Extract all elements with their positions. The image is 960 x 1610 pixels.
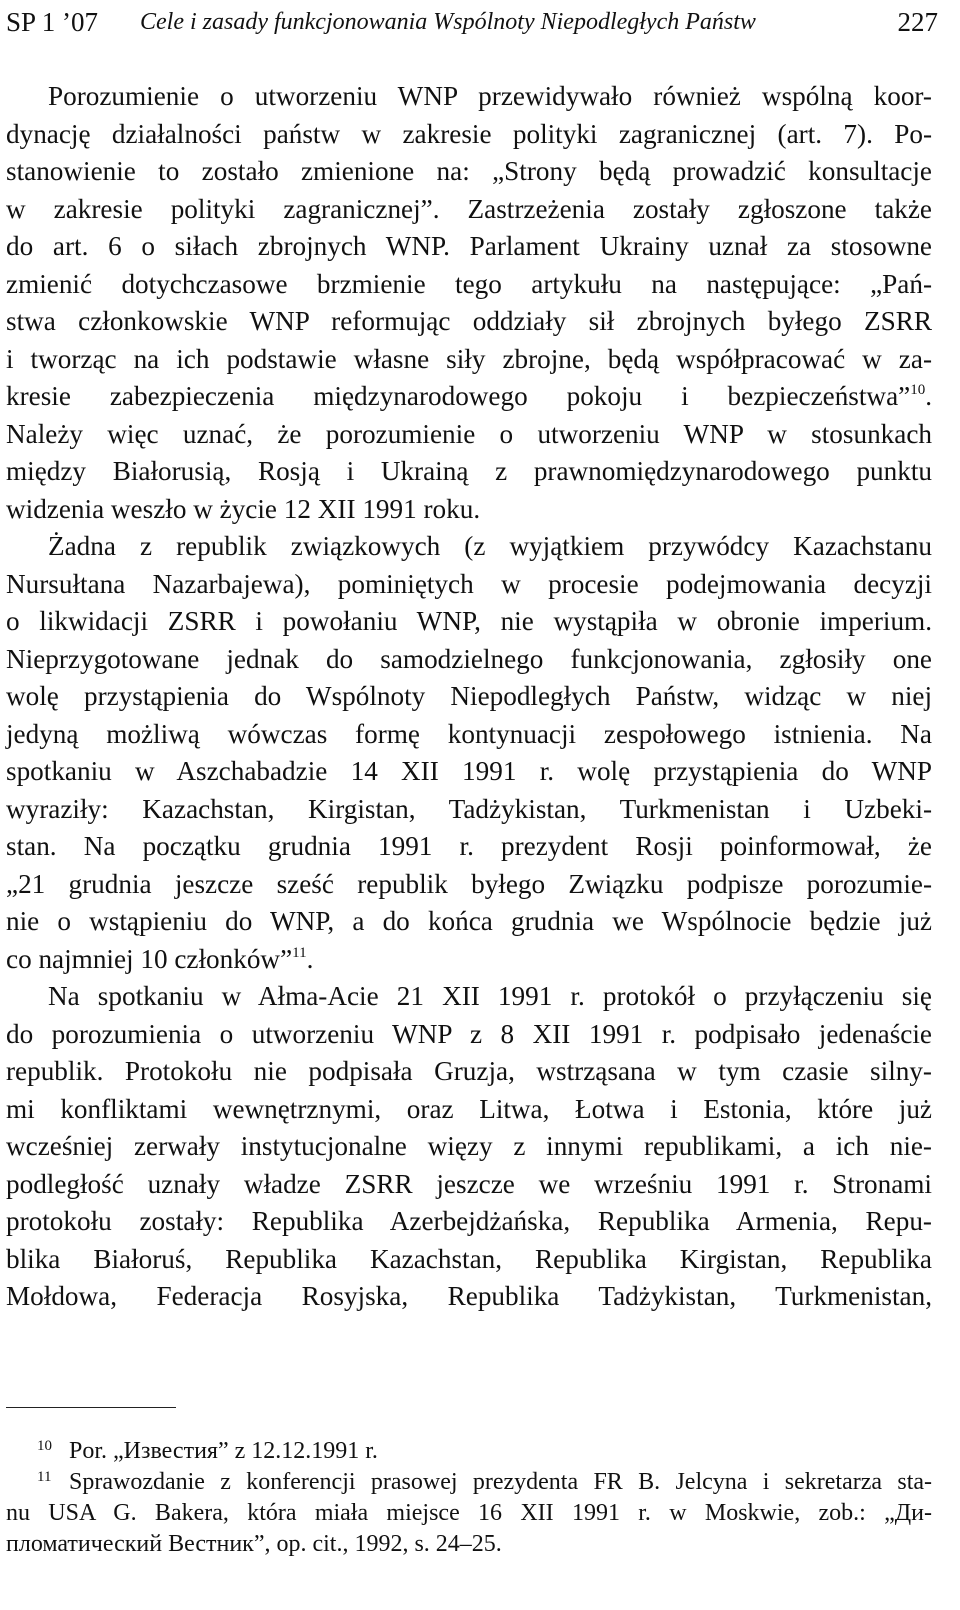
running-header: [6, 2, 938, 42]
text-line: Należy więc uznać, że porozumienie o utworzeniu WNP w stosunkach: [6, 418, 932, 449]
text-line: protokołu zostały: Republika Azerbejdżańska, Republika Armenia, Repu-: [6, 1206, 932, 1236]
text-line: „21 grudnia jeszcze sześć republik byłego Związku podpisze porozumie-: [6, 868, 932, 899]
text-line: Nursułtana Nazarbajewa), pominiętych w procesie podejmowania decyzji: [6, 568, 932, 599]
text-line: między Białorusią, Rosją i Ukrainą z prawnomiędzynarodowego punktu: [6, 456, 932, 486]
text-line: nie o wstąpieniu do WNP, a do końca grudnia we Wspólnocie będzie już: [6, 906, 932, 936]
text-line: Nieprzygotowane jednak do samodzielnego funkcjonowania, zgłosiły one: [6, 643, 932, 674]
text-line: spotkaniu w Aszchabadzie 14 XII 1991 r. wolę przystąpienia do WNP: [6, 756, 932, 786]
main-text: [6, 78, 932, 1316]
journal-label: SP 1 ’07: [6, 7, 99, 37]
footnote-text: Sprawozdanie z konferencji prasowej prezydenta FR B. Jelcyna i sekretarza sta-: [69, 1469, 932, 1495]
text-line: republik. Protokołu nie podpisała Gruzja, wstrząsana w tym czasie silny-: [6, 1056, 932, 1086]
text-line: Mołdowa, Federacja Rosyjska, Republika Tadżykistan, Turkmenistan,: [6, 1281, 932, 1311]
text-line: i tworząc na ich podstawie własne siły zbrojne, będą współpracować w za-: [6, 343, 932, 374]
text-line: do porozumienia o utworzeniu WNP z 8 XII 1991 r. podpisało jedenaście: [6, 1018, 932, 1049]
text-line: dynację działalności państw w zakresie polityki zagranicznej (art. 7). Po-: [6, 118, 932, 149]
text-line: wolę przystąpienia do Wspólnoty Niepodległych Państw, widząc w niej: [6, 681, 932, 711]
text-line: stan. Na początku grudnia 1991 r. prezydent Rosji poinformował, że: [6, 831, 932, 861]
text-line: podległość uznały władze ZSRR jeszcze we wrześniu 1991 r. Stronami: [6, 1168, 932, 1199]
text-line: stanowienie to zostało zmienione na: „Strony będą prowadzić konsultacje: [6, 156, 932, 186]
footnote-ref-10: 10: [910, 382, 926, 398]
text-line: wcześniej zerwały instytucjonalne więzy z innymi republikami, a ich nie-: [6, 1131, 932, 1161]
text-line: widzenia weszło w życie 12 XII 1991 roku.: [6, 493, 481, 524]
footnote-divider: [6, 1407, 176, 1408]
page-number: 227: [897, 7, 938, 37]
footnote-text-line: nu USA G. Bakera, która miała miejsce 16 XII 1991 r. w Moskwie, zob.: „Ди-: [6, 1500, 932, 1526]
text-line: Na spotkaniu w Ałma-Acie 21 XII 1991 r. protokół o przyłączeniu się: [48, 981, 932, 1011]
running-title: Cele i zasady funkcjonowania Wspólnoty Niepodległych Państw: [140, 9, 756, 35]
text-line: Żadna z republik związkowych (z wyjątkiem przywódcy Kazachstanu: [48, 531, 932, 561]
text-segment: co najmniej 10 członków”: [6, 943, 293, 974]
text-line-with-ref: [6, 941, 932, 979]
footnote-11: 11 Sprawozdanie z konferencji prasowej prezydenta FR B. Jelcyna i sekretarza sta-: [37, 1469, 932, 1495]
footnote-text-line: пломатический Вестник”, op. cit., 1992, s. 24–25.: [6, 1531, 502, 1557]
footnotes: [6, 1436, 932, 1560]
footnote-10: 10 Por. „Известия” z 12.12.1991 r.: [37, 1438, 378, 1464]
text-line: do art. 6 o siłach zbrojnych WNP. Parlament Ukrainy uznał za stosowne: [6, 231, 932, 261]
text-line: blika Białoruś, Republika Kazachstan, Republika Kirgistan, Republika: [6, 1243, 932, 1274]
footnote-ref-11: 11: [292, 944, 307, 961]
text-line: jedyną możliwą wówczas formę kontynuacji zespołowego istnienia. Na: [6, 718, 932, 749]
text-segment: .: [925, 381, 932, 411]
text-line: zmienić dotychczasowe brzmienie tego artykułu na następujące: „Pań-: [6, 268, 932, 299]
text-segment: kresie zabezpieczenia międzynarodowego pokoju i bezpieczeństwa”: [6, 381, 911, 411]
text-line: wyraziły: Kazachstan, Kirgistan, Tadżykistan, Turkmenistan i Uzbeki-: [6, 793, 932, 824]
text-line: mi konfliktami wewnętrznymi, oraz Litwa, Łotwa i Estonia, które już: [6, 1093, 932, 1124]
text-line: Porozumienie o utworzeniu WNP przewidywało również wspólną koor-: [48, 81, 932, 111]
text-line: stwa członkowskie WNP reformując oddziały sił zbrojnych byłego ZSRR: [6, 306, 932, 336]
text-line: w zakresie polityki zagranicznej”. Zastrzeżenia zostały zgłoszone także: [6, 193, 932, 224]
text-line-with-ref: [6, 378, 932, 416]
text-segment: .: [306, 943, 314, 974]
text-line: o likwidacji ZSRR i powołaniu WNP, nie wystąpiła w obronie imperium.: [6, 606, 932, 636]
footnote-text: Por. „Известия” z 12.12.1991 r.: [69, 1438, 378, 1464]
